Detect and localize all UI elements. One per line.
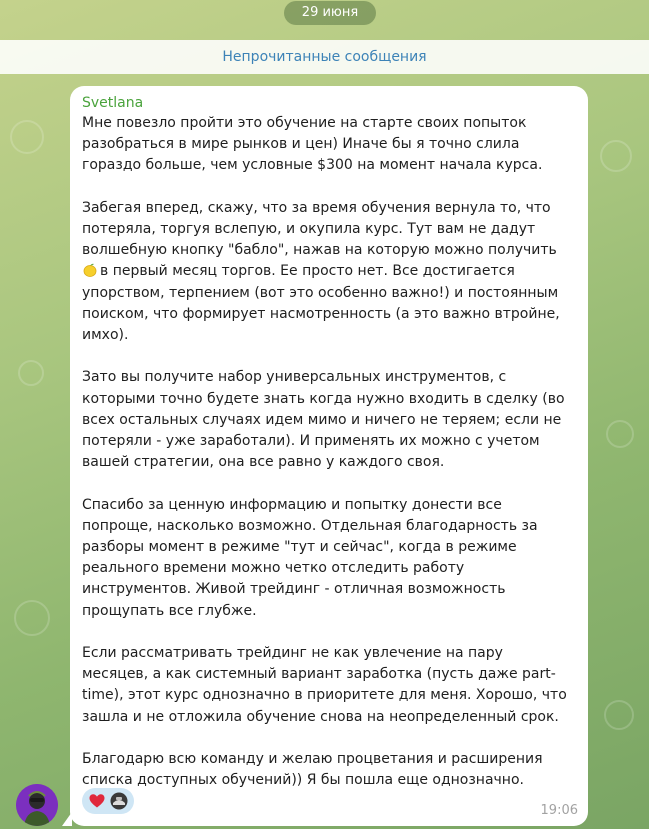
lemon-icon [82, 262, 98, 278]
doodle-circle [604, 700, 634, 730]
unread-messages-divider: Непрочитанные сообщения [0, 40, 649, 74]
message-paragraph [82, 198, 570, 346]
message-bubble[interactable] [70, 86, 588, 826]
doodle-circle [18, 360, 44, 386]
doodle-circle [10, 120, 44, 154]
message-paragraph-part: Забегая вперед, скажу, что за время обучения вернула то, что потеряла, торгуя вслепую, и окупила курс. Тут вам не дадут волшебную кнопку "бабло", нажав на которую можно получить [82, 199, 557, 259]
heart-icon[interactable] [88, 792, 106, 810]
sender-name[interactable]: Svetlana [82, 95, 144, 111]
message-paragraph: Благодарю всю команду и желаю процветания и расширения списка доступных обучений)) Я бы пошла еще однозначно. [82, 751, 543, 789]
doodle-circle [606, 420, 634, 448]
date-separator[interactable]: 29 июня [284, 1, 376, 25]
message-paragraph: Зато вы получите набор универсальных инструментов, с которыми точно будете знать когда нужно входить в сделку (во всех остальных случаях идем мимо и ничего не теряем; если не потеряли - уже заработали). И применять их можно с учетом вашей стратегии, она все равно у каждого своя. [82, 369, 565, 471]
reactions-badge[interactable] [82, 788, 134, 814]
user-avatar-icon [16, 784, 58, 826]
message-time: 19:06 [540, 803, 578, 818]
avatar-reaction-icon [110, 792, 128, 810]
message-paragraph: Мне повезло пройти это обучение на старте своих попыток разобраться в мире рынков и цен) Иначе бы я точно слила гораздо больше, чем условные $300 на момент начала курса. [82, 115, 543, 174]
message-paragraph: Если рассматривать трейдинг не как увлечение на пару месяцев, а как системный вариант заработка (пусть даже part-time), этот курс однозначно в приоритете для меня. Хорошо, что зашла и не отложила обучение снова на неопределенный срок. [82, 645, 567, 725]
message-paragraph: Спасибо за ценную информацию и попытку донести все попроще, насколько возможно. Отдельная благодарность за разборы момент в режиме "тут и сейчас", когда в режиме реального времени можно четко отследить работу инструментов. Живой трейдинг - отличная возможность прощупать все глубже. [82, 496, 538, 619]
sender-avatar[interactable] [16, 784, 58, 826]
doodle-circle [14, 600, 50, 636]
message-paragraph-part: в первый месяц торгов. Ее просто нет. Все достигается упорством, терпением (вот это особенно важно!) и постоянным поиском, что формирует насмотренность (а это важно втройне, имхо). [82, 263, 560, 344]
message-text [82, 113, 570, 791]
doodle-circle [600, 140, 632, 172]
